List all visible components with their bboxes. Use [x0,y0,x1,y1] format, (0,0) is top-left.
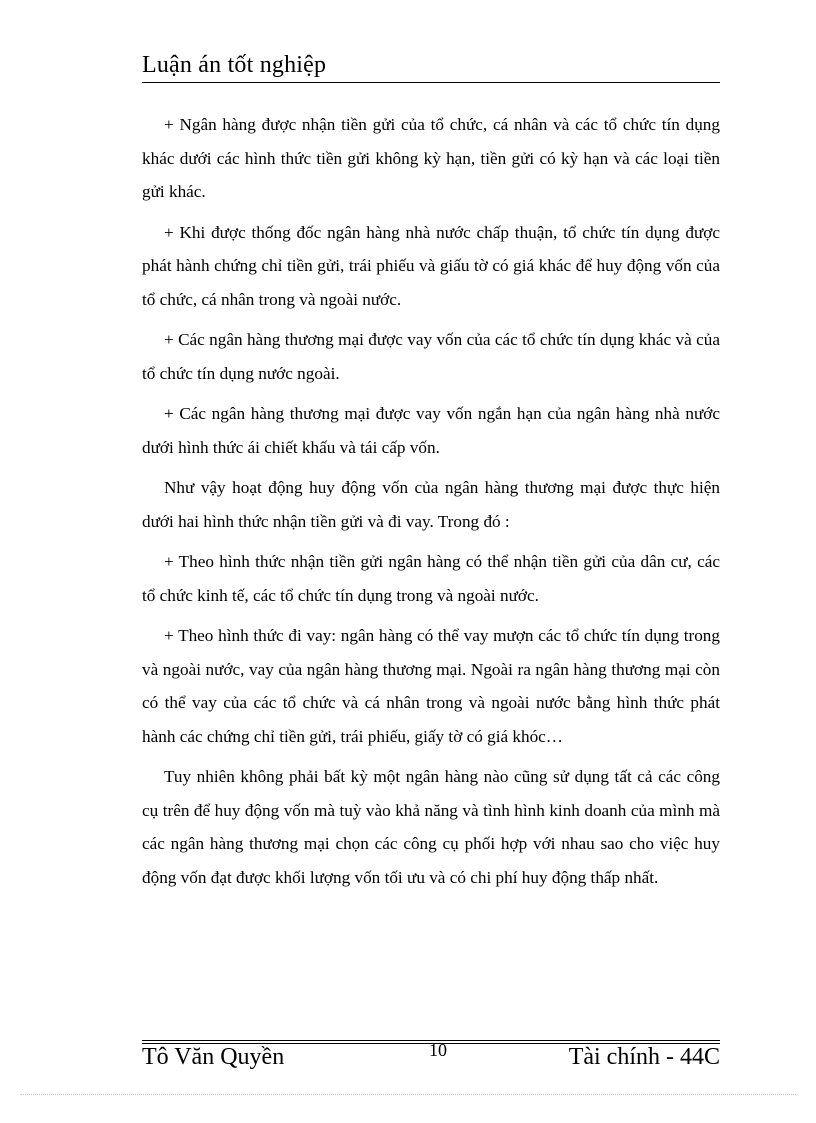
running-header-title: Luận án tốt nghiệp [142,52,327,78]
page-number: 10 [429,1040,447,1060]
page-bottom-border [20,1094,796,1095]
paragraph-certificates: + Khi được thống đốc ngân hàng nhà nước chấp thuận, tổ chức tín dụng được phát hành chứng chỉ tiền gửi, trái phiếu và giấu tờ có giá khác để huy động vốn của tổ chức, cá nhân trong và ngoài nước. [142,222,720,309]
header-divider [142,82,720,83]
footer-author: Tô Văn Quyền [142,1044,285,1070]
paragraph-conclusion: Tuy nhiên không phải bất kỳ một ngân hàng nào cũng sử dụng tất cả các công cụ trên để huy động vốn mà tuỳ vào khả năng và tình hình kinh doanh của mình mà các ngân hàng thương mại chọn các công cụ phối hợp với nhau sao cho việc huy động vốn đạt được khối lượng vốn tối ưu và có chi phí huy động thấp nhất. [142,767,720,887]
footer-class-label: Tài chính - 44C [568,1044,720,1070]
paragraph-summary: Như vậy hoạt động huy động vốn của ngân hàng thương mại được thực hiện dưới hai hình thức nhận tiền gửi và đi vay. Trong đó : [142,478,720,531]
paragraph-interbank-loans: + Các ngân hàng thương mại được vay vốn của các tổ chức tín dụng khác và của tổ chức tín dụng nước ngoài. [142,330,720,383]
paragraph-deposit-form: + Theo hình thức nhận tiền gửi ngân hàng có thể nhận tiền gửi của dân cư, các tổ chức kinh tế, các tổ chức tín dụng trong và ngoài nước. [142,552,720,605]
document-body [142,108,720,901]
paragraph-borrowing-form: + Theo hình thức đi vay: ngân hàng có thể vay mượn các tổ chức tín dụng trong và ngoài nước, vay của ngân hàng thương mại. Ngoài ra ngân hàng thương mại còn có thể vay của các tổ chức và cá nhân trong và ngoài nước bằng hình thức phát hành các chứng chỉ tiền gửi, trái phiếu, giấy tờ có giá khóc… [142,626,720,746]
paragraph-deposits: + Ngân hàng được nhận tiền gửi của tổ chức, cá nhân và các tổ chức tín dụng khác dưới các hình thức tiền gửi không kỳ hạn, tiền gửi có kỳ hạn và các loại tiền gửi khác. [142,115,720,201]
paragraph-central-bank-loans: + Các ngân hàng thương mại được vay vốn ngắn hạn của ngân hàng nhà nước dưới hình thức ái chiết khấu và tái cấp vốn. [142,404,720,457]
